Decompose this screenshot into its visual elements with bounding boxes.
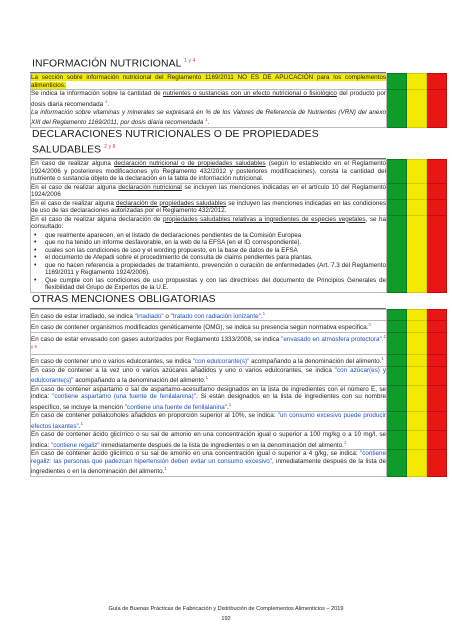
row-text: En caso de contener a la vez uno o varios azúcares añadidos y uno o varios edulcorantes, se indica "con azúcar(es) y edulcorante(s)" acompañando a la denominación del alimento.$^1$: [31, 366, 387, 385]
section-heading-health-claims: DECLARACIONES NUTRICIONALES O DE PROPIEDADES SALUDABLES $^{2 y 8}$: [30, 128, 386, 159]
status-cell-yellow[interactable]: [407, 183, 427, 199]
checklist-row: [31, 90, 447, 127]
status-cell-red[interactable]: [427, 90, 447, 127]
status-cell-red[interactable]: [427, 199, 447, 215]
section-reference: 2 y 8: [104, 143, 116, 150]
list-item: • que no ha tenido un informe desfavorable, en la web de la EFSA (en el ID correspondiente).: [31, 239, 386, 247]
section-heading-nutritional-info: INFORMACIÓN NUTRICIONAL $^{1 y 4}$: [30, 54, 386, 73]
row-text: En caso de contener uno o varios edulcorantes, se indica "con edulcorante(s)" acompañando a la denominación del alimento.$^1$: [31, 355, 387, 367]
row-text: En el caso de realizar alguna declaración de propiedades saludables se incluyen las menciones indicadas en las condiciones de uso de las declaraciones autorizadas por el Reglamento 432/2012.: [31, 199, 386, 215]
row-text: En caso de contener organismos modificados genéticamente (OMG), se indica su presencia según normativa específica.$^3$: [31, 321, 387, 333]
checklist-row: [31, 332, 447, 354]
status-cell-red[interactable]: [427, 160, 447, 184]
checklist-row: [31, 215, 447, 292]
status-cell-yellow[interactable]: [407, 431, 427, 450]
checklist-row: [31, 431, 447, 450]
status-cell-yellow[interactable]: [407, 385, 427, 412]
row-text: En caso de realizar alguna declaración nutricional o de propiedades saludables (según lo establecido en el Reglamento 1924/2006 y posteriores modificaciones y/o Reglamento 432/2012 y posteriores modificaciones), consta la cantidad del nutriente o sustancia objeto de la declaración en la tabla de información nutricional.: [31, 160, 386, 183]
status-cell-yellow[interactable]: [407, 366, 427, 385]
checklist-row: [31, 309, 447, 321]
status-cell-red[interactable]: [427, 385, 447, 412]
status-cell-red[interactable]: [427, 366, 447, 385]
status-cell-green[interactable]: [387, 355, 407, 367]
status-cell-yellow[interactable]: [407, 215, 427, 292]
status-cell-yellow[interactable]: [407, 355, 427, 367]
status-cell-green[interactable]: [387, 385, 407, 412]
status-cell-red[interactable]: [427, 74, 447, 90]
status-cell-red[interactable]: [427, 309, 447, 321]
list-item: • que no hacen referencia a propiedades de tratamiento, prevención o curación de enfermedades (Art. 7.3 del Reglamento 1169/2011 y Reglamento 1924/2006).: [31, 262, 386, 277]
row-text: [31, 74, 387, 90]
status-cell-green[interactable]: [387, 321, 407, 333]
status-cell-green[interactable]: [387, 90, 407, 127]
status-cell-yellow[interactable]: [407, 160, 427, 184]
row-text: En caso de contener ácido glicírrico o su sal de amonio en una concentración igual o superior a 4 g/kg, se indica: "contiene regaliz: las personas que padezcan hipertensión deben evitar un consumo excesivo", inmediatamente después de la lista de ingredientes o en la denominación del alimento.$^1$: [31, 450, 386, 476]
status-cell-green[interactable]: [387, 332, 407, 354]
highlighted-notice: La sección sobre información nutricional del Reglamento 1169/2011 NO ES DE APLICACIÓN para los complementos alimenticios.: [31, 74, 386, 89]
list-item: • que realmente aparecen, en el listado de declaraciones pendientes de la Comisión Europea: [31, 232, 386, 240]
list-item: • Que cumple con las condiciones de uso propuestas y con las directrices del documento de Principios Generales de flexibilidad del Grupo de Expertos de la U.E.: [31, 277, 386, 292]
status-cell-yellow[interactable]: [407, 321, 427, 333]
status-cell-red[interactable]: [427, 355, 447, 367]
row-text: En el caso de realizar alguna declaración nutricional se incluyen las menciones indicadas en el artículo 10 del Reglamento 1924/2006: [31, 183, 387, 199]
status-cell-red[interactable]: [427, 431, 447, 450]
status-cell-yellow[interactable]: [407, 74, 427, 90]
checklist-table-nutritional-info: [30, 73, 447, 127]
status-cell-green[interactable]: [387, 183, 407, 199]
checklist-row: [31, 366, 447, 385]
row-text: En caso de contener aspartamo o sal de aspartamo-acesulfamo designados en la lista de ingredientes con el número E, se indica: "contiene aspartamo (una fuente de fenilalanina)". Si están designados en la lista de ingredientes con su nombre específico, se incluye la mención "contiene una fuente de fenilalanina".$^1$: [31, 385, 386, 411]
checklist-table-health-claims: [30, 159, 447, 293]
status-cell-yellow[interactable]: [407, 450, 427, 477]
section-reference: 1 y 4: [184, 58, 196, 64]
status-cell-red[interactable]: [427, 183, 447, 199]
status-cell-green[interactable]: [387, 431, 407, 450]
status-cell-green[interactable]: [387, 366, 407, 385]
page-footer: Guía de Buenas Prácticas de Fabricación y Distribución de Complementos Alimenticios – 2019: [108, 606, 344, 612]
row-text: Se indica la información sobre la cantidad de nutrientes o sustancias con un efecto nutricional o fisiológico del producto por dosis diaria recomendada $^1$. La información sobre vitaminas y minerales se expresará en % de los Valores de Referencia de Nutrientes (VRN) del anexo XIII del Reglamento 1169/2011, por dosis diaria recomendada $^1$.: [31, 90, 386, 127]
status-cell-red[interactable]: [427, 215, 447, 292]
status-cell-red[interactable]: [427, 332, 447, 354]
row-text: En el caso de realizar alguna declaración de propiedades saludables relativas a ingredientes de especies vegetales, se ha consultado: • que realmente aparecen, en el listado de declaraciones pendientes de la Comisión Europea • que no ha tenido un informe desfavorable, en la web de la EFSA (en el ID correspondiente). • cuales son las condiciones de uso y el wording propuesto, en la base de datos de la EFSA • el documento de Afepadi sobre el procedimiento de consulta de claims pendientes para plantas. • que no hacen referencia a propiedades de tratamiento, prevención o curación de enfermedades (Art. 7.3 del Reglamento 1169/2011 y Reglamento 1924/2006). • Que cumple con las condiciones de uso propuestas y con las directrices del documento de Principios Generales de flexibilidad del Grupo de Expertos de la U.E.: [31, 215, 387, 292]
list-item: • cuales son las condiciones de uso y el wording propuesto, en la base de datos de la EFSA: [31, 247, 386, 255]
status-cell-green[interactable]: [387, 412, 407, 431]
checklist-row: [31, 355, 447, 367]
checklist-row: [31, 160, 447, 184]
checklist-row: [31, 450, 447, 477]
checklist-row: [31, 321, 447, 333]
status-cell-red[interactable]: [427, 412, 447, 431]
status-cell-yellow[interactable]: [407, 412, 427, 431]
list-item: • el documento de Afepadi sobre el procedimiento de consulta de claims pendientes para plantas.: [31, 254, 386, 262]
row-text: En caso de estar irradiado, se indica "irradiado" o "tratado con radiación ionizante".$^1$: [31, 309, 387, 321]
checklist-row: [31, 74, 447, 90]
status-cell-yellow[interactable]: [407, 309, 427, 321]
status-cell-yellow[interactable]: [407, 332, 427, 354]
row-text: En caso de contener polialcoholes añadidos en proporción superior al 10%, se indica: "un consumo excesivo puede producir efectos laxantes".$^1$: [31, 412, 386, 430]
status-cell-red[interactable]: [427, 450, 447, 477]
row-text: En caso de estar envasado con gases autorizados por Reglamento 1333/2008, se indica "envasado en atmósfera protectora".$^{1 y 5}$: [31, 332, 387, 354]
status-cell-red[interactable]: [427, 321, 447, 333]
checklist-row: [31, 183, 447, 199]
row-text: En caso de contener ácido glicírrico o su sal de amonio en una concentración igual o superior a 100 mg/kg o a 10 mg/l, se indica: "contiene regaliz" inmediatamente después de la lista de ingredientes o en la denominación del alimento.$^1$: [31, 431, 386, 449]
status-cell-yellow[interactable]: [407, 90, 427, 127]
checklist-row: [31, 199, 447, 215]
status-cell-yellow[interactable]: [407, 199, 427, 215]
status-cell-green[interactable]: [387, 199, 407, 215]
bullet-list: [31, 232, 386, 292]
checklist-content: [30, 54, 446, 477]
status-cell-green[interactable]: [387, 450, 407, 477]
section-heading-other-mandatory: OTRAS MENCIONES OBLIGATORIAS: [30, 293, 386, 309]
status-cell-green[interactable]: [387, 160, 407, 184]
checklist-row: [31, 412, 447, 431]
status-cell-green[interactable]: [387, 74, 407, 90]
status-cell-green[interactable]: [387, 215, 407, 292]
checklist-table-other-mandatory: [30, 309, 447, 477]
checklist-row: [31, 385, 447, 412]
page-number: 192: [221, 616, 231, 622]
status-cell-green[interactable]: [387, 309, 407, 321]
